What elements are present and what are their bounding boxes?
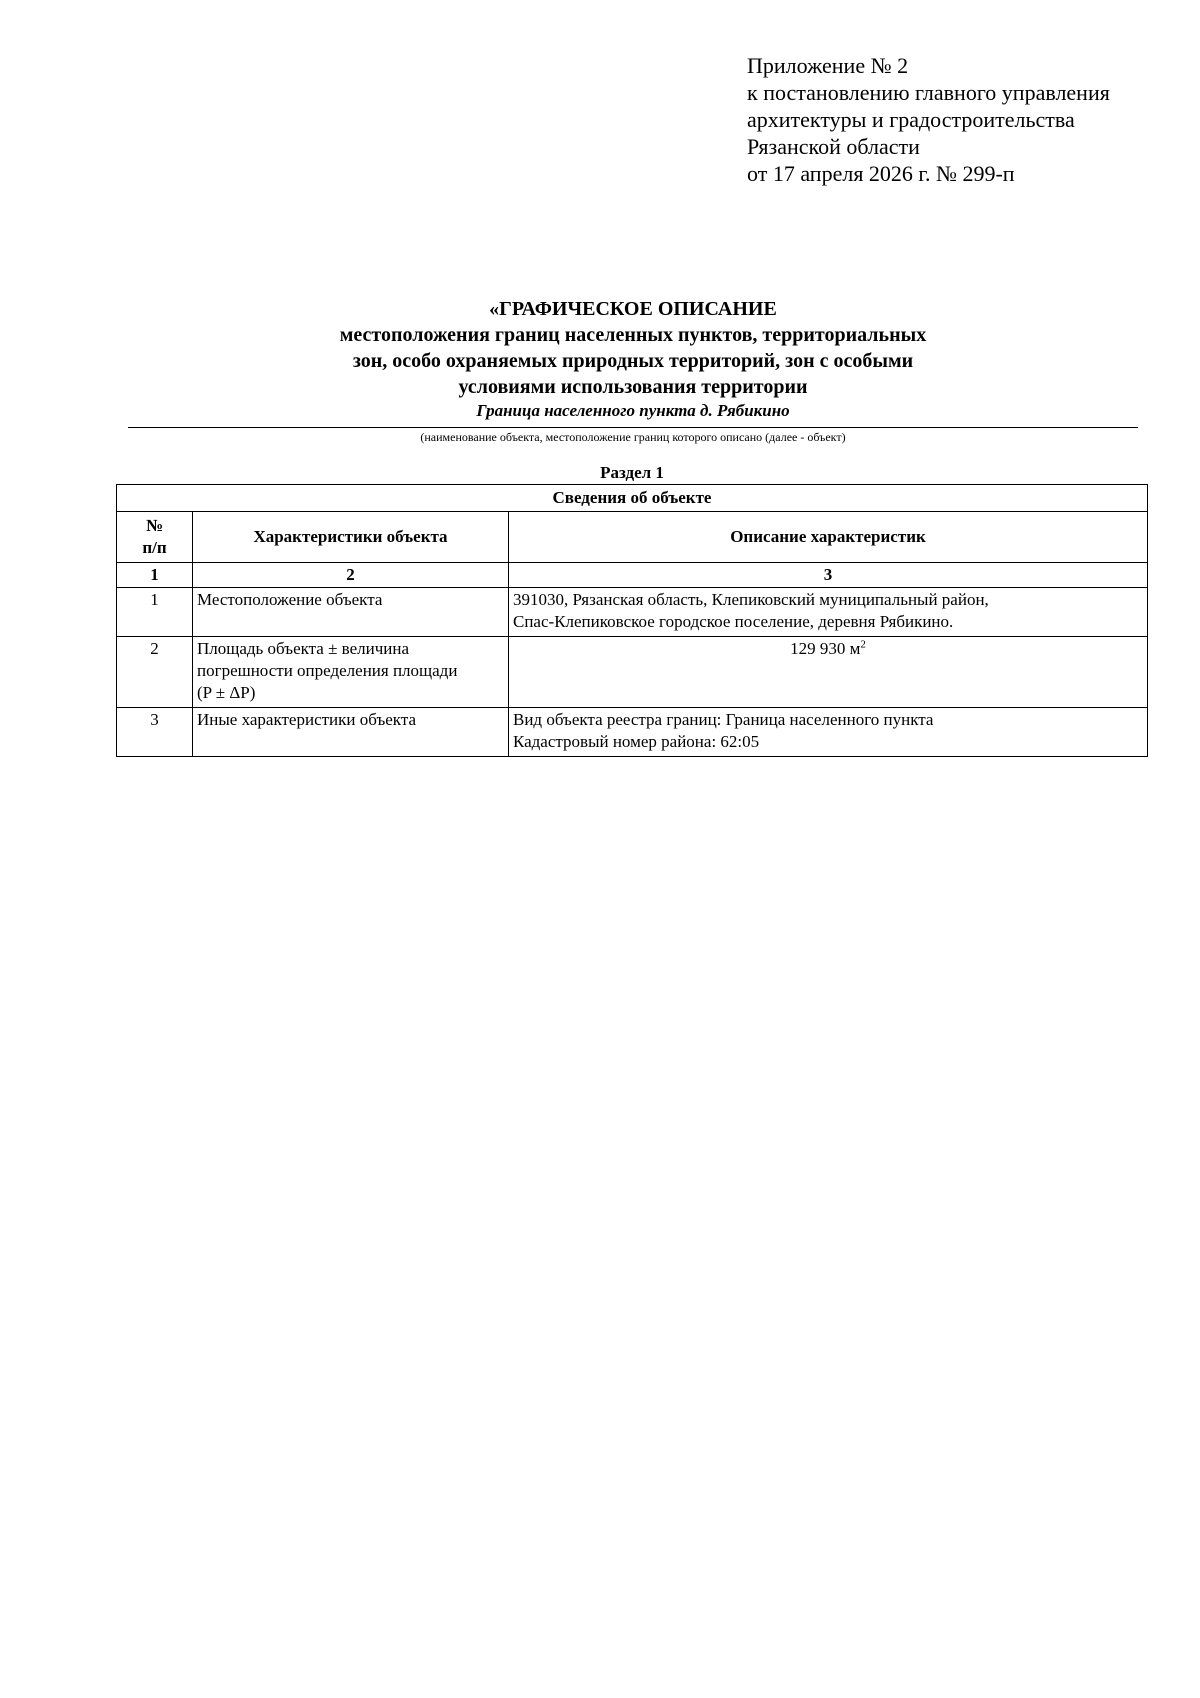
row-description: [509, 637, 1148, 708]
appendix-line: архитектуры и градостроительства: [747, 107, 1075, 132]
appendix-line: к постановлению главного управления: [747, 80, 1110, 105]
document-title: [128, 296, 1138, 400]
title-line: условиями использования территории: [458, 376, 808, 398]
row-description: [509, 588, 1148, 637]
column-number: 3: [509, 563, 1148, 588]
section-title: Раздел 1: [600, 463, 664, 482]
characteristic-line: Площадь объекта ± величина: [197, 639, 410, 658]
column-number: 1: [117, 563, 193, 588]
title-line: «ГРАФИЧЕСКОЕ ОПИСАНИЕ: [489, 298, 777, 320]
table-caption: Сведения об объекте: [117, 485, 1148, 512]
table-header-row: [117, 512, 1148, 563]
column-number-row: [117, 563, 1148, 588]
object-name: Граница населенного пункта д. Рябикино: [476, 401, 790, 420]
characteristic-line: Иные характеристики объекта: [197, 710, 417, 729]
row-number: 1: [117, 588, 193, 637]
object-underline: [128, 427, 1138, 428]
column-number: 2: [193, 563, 509, 588]
row-characteristic: [193, 708, 509, 757]
appendix-line: Приложение № 2: [747, 53, 909, 78]
description-line: 391030, Рязанская область, Клепиковский муниципальный район,: [513, 590, 989, 609]
header-description: Описание характеристик: [509, 512, 1148, 563]
appendix-line: от 17 апреля 2026 г. № 299-п: [747, 161, 1015, 186]
title-line: зон, особо охраняемых природных территорий, зон с особыми: [352, 350, 914, 372]
characteristic-line: погрешности определения площади: [197, 661, 458, 680]
table-row: [117, 708, 1148, 757]
area-unit-superscript: 2: [860, 638, 866, 651]
description-line: Вид объекта реестра границ: Граница населенного пункта: [513, 710, 934, 729]
description-line: Спас-Клепиковское городское поселение, деревня Рябикино.: [513, 612, 954, 631]
header-num: [117, 512, 193, 563]
object-info-table: [116, 484, 1148, 757]
header-num-line: №: [145, 516, 164, 535]
table-row: [117, 637, 1148, 708]
characteristic-line: Местоположение объекта: [197, 590, 383, 609]
row-description: [509, 708, 1148, 757]
appendix-line: Рязанской области: [747, 134, 920, 159]
row-characteristic: [193, 637, 509, 708]
table-row: [117, 588, 1148, 637]
description-line: Кадастровый номер района: 62:05: [513, 732, 760, 751]
row-number: 3: [117, 708, 193, 757]
title-line: местоположения границ населенных пунктов, территориальных: [339, 324, 927, 346]
area-value: 129 930 м: [790, 639, 861, 658]
row-characteristic: [193, 588, 509, 637]
table-caption-row: [117, 485, 1148, 512]
header-num-line: п/п: [142, 538, 167, 557]
appendix-header: [747, 52, 1110, 187]
row-number: 2: [117, 637, 193, 708]
header-characteristic: Характеристики объекта: [193, 512, 509, 563]
characteristic-line: (P ± ΔP): [197, 683, 256, 702]
object-caption: (наименование объекта, местоположение границ которого описано (далее - объект): [420, 430, 846, 444]
